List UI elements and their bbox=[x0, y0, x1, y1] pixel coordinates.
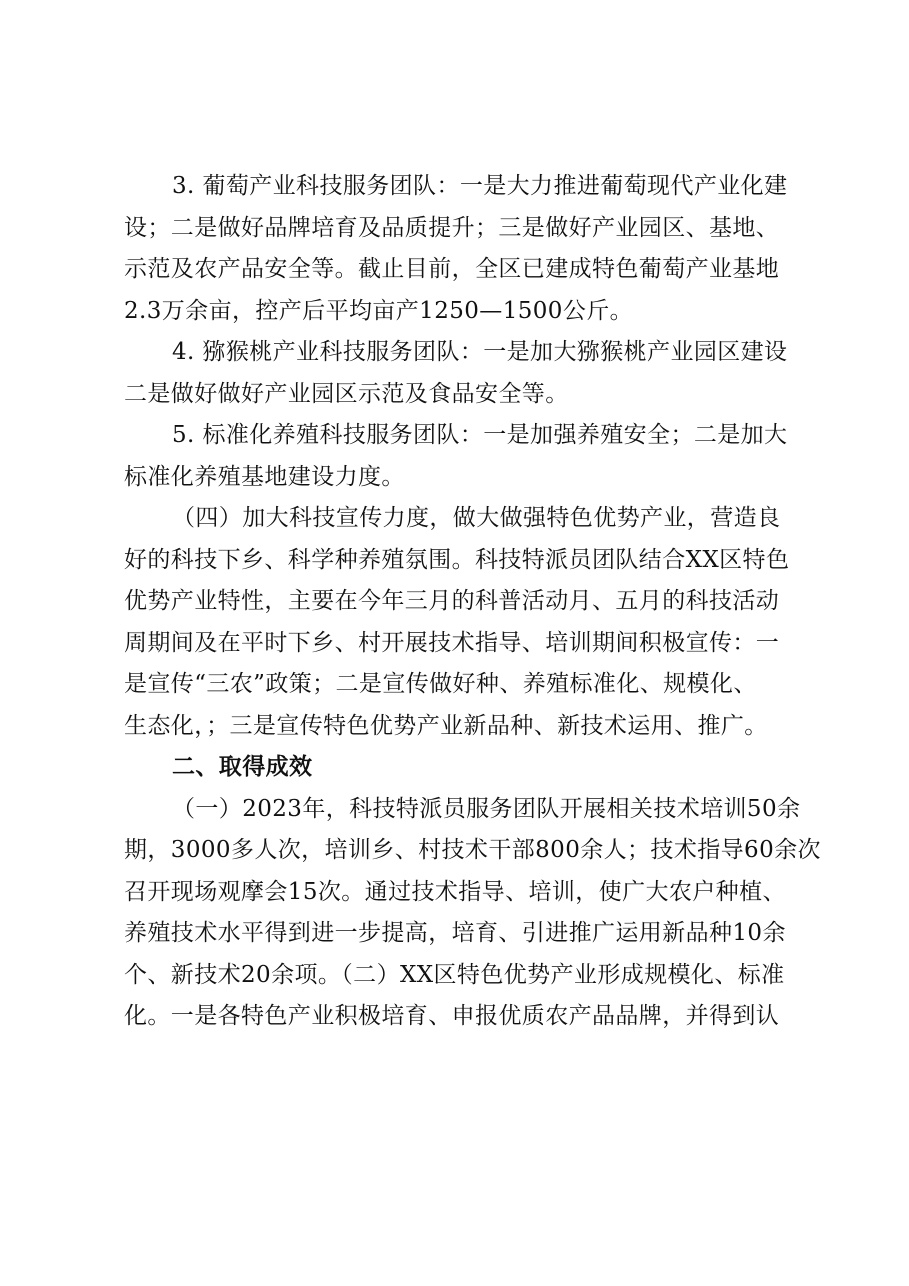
paragraph-kiwi-team-line: 二是做好做好产业园区示范及食品安全等。 bbox=[124, 380, 569, 407]
paragraph-publicity-line: 是宣传“三农”政策；二是宣传做好种、养殖标准化、规模化、 bbox=[124, 671, 757, 697]
paragraph-publicity-line: 优势产业特性，主要在今年三月的科普活动月、五月的科技活动 bbox=[124, 588, 780, 614]
paragraph-publicity-line: 周期间及在平时下乡、村开展技术指导、培训期间积极宣传：一 bbox=[124, 629, 780, 656]
paragraph-publicity-line: 生态化，；三是宣传特色优势产业新品种、新技术运用、推广。 bbox=[124, 712, 768, 739]
paragraph-results-line: 养殖技术水平得到进一步提高，培育、引进推广运用新品种10余 bbox=[124, 920, 786, 946]
document-body bbox=[124, 166, 824, 1038]
paragraph-results-line: （一）2023年，科技特派员服务团队开展相关技术培训50余 bbox=[172, 795, 801, 822]
paragraph-grape-team-line: 示范及农产品安全等。截止目前，全区已建成特色葡萄产业基地 bbox=[124, 256, 780, 282]
paragraph-results-line: 期，3000多人次，培训乡、村技术干部800余人；技术指导60余次 bbox=[124, 837, 821, 863]
paragraph-results-line: 化。一是各特色产业积极培育、申报优质农产品品牌，并得到认 bbox=[124, 1003, 780, 1029]
paragraph-grape-team-line: 3. 葡萄产业科技服务团队：一是大力推进葡萄现代产业化建 bbox=[172, 173, 788, 199]
paragraph-breeding-team-line: 标准化养殖基地建设力度。 bbox=[124, 463, 405, 490]
paragraph-publicity-line: （四）加大科技宣传力度，做大做强特色优势产业，营造良 bbox=[172, 505, 781, 531]
paragraph-publicity-line: 好的科技下乡、科学种养殖氛围。科技特派员团队结合XX区特色 bbox=[124, 546, 790, 573]
paragraph-results-line: 个、新技术20余项。（二）XX区特色优势产业形成规模化、标准 bbox=[124, 961, 785, 988]
paragraph-breeding-team-line: 5. 标准化养殖科技服务团队：一是加强养殖安全；二是加大 bbox=[172, 422, 788, 448]
paragraph-kiwi-team-line: 4. 猕猴桃产业科技服务团队：一是加大猕猴桃产业园区建设 bbox=[172, 339, 788, 365]
paragraph-results-line: 召开现场观摩会15次。通过技术指导、培训，使广大农户种植、 bbox=[124, 878, 786, 905]
section-heading-results: 二、取得成效 bbox=[172, 754, 313, 780]
paragraph-grape-team-line: 2.3万余亩，控产后平均亩产1250—1500公斤。 bbox=[124, 297, 634, 324]
paragraph-grape-team-line: 设；二是做好品牌培育及品质提升；三是做好产业园区、基地、 bbox=[124, 214, 780, 241]
